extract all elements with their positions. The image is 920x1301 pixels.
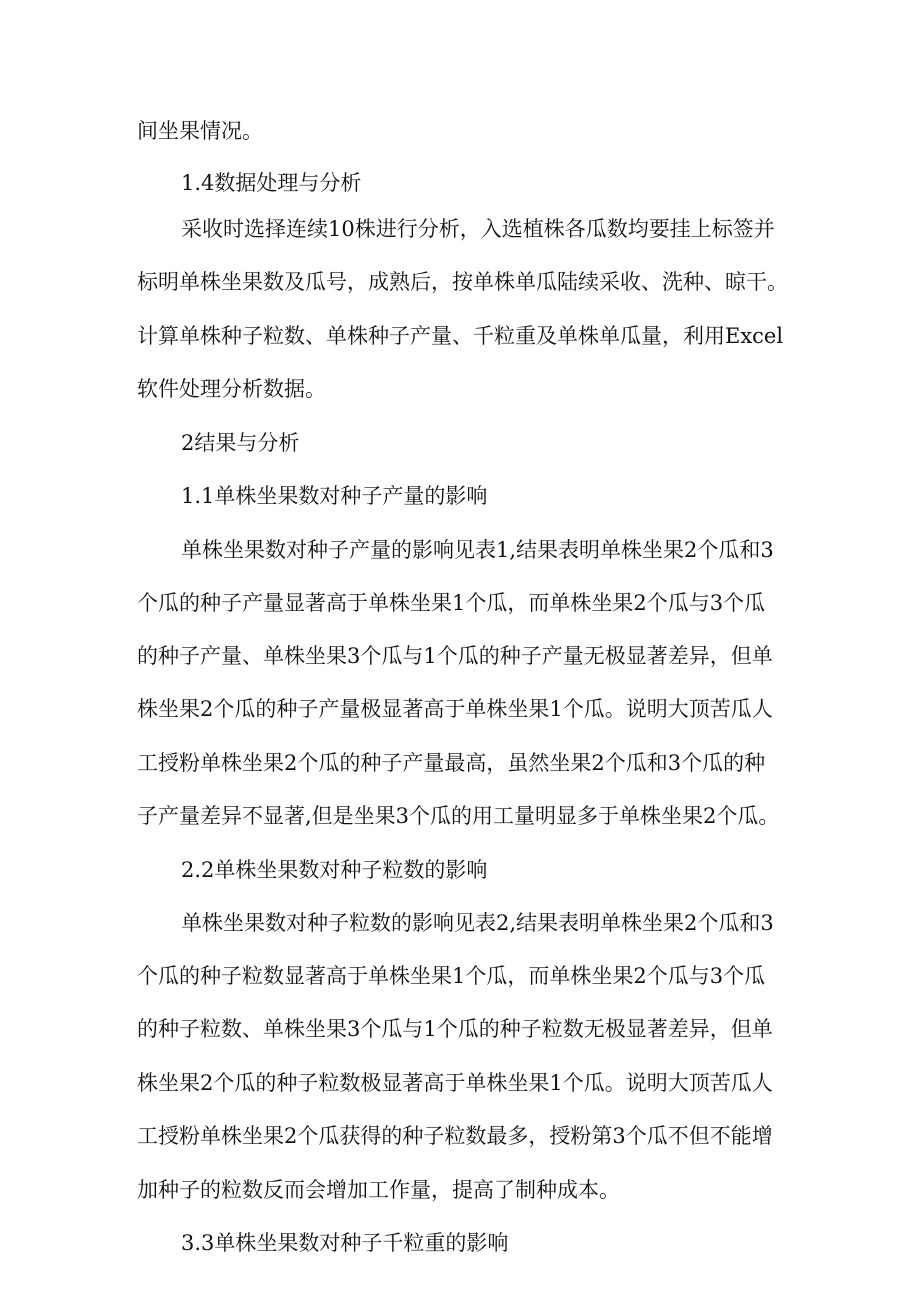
section-heading: 1.1单株坐果数对种子产量的影响	[181, 484, 488, 508]
text-line: 个瓜的种子产量显著高于单株坐果1个瓜，而单株坐果2个瓜与3个瓜	[137, 591, 766, 615]
text-line: 软件处理分析数据。	[137, 377, 326, 401]
text-line: 单株坐果数对种子产量的影响见表1,结果表明单株坐果2个瓜和3	[181, 538, 774, 562]
text-line: 子产量差异不显著,但是坐果3个瓜的用工量明显多于单株坐果2个瓜。	[137, 804, 780, 828]
section-heading: 1.4数据处理与分析	[181, 171, 362, 195]
text-line: 的种子粒数、单株坐果3个瓜与1个瓜的种子粒数无极显著差异，但单	[137, 1017, 773, 1041]
text-line: 株坐果2个瓜的种子产量极显著高于单株坐果1个瓜。说明大顶苦瓜人	[137, 697, 773, 721]
text-line: 标明单株坐果数及瓜号，成熟后，按单株单瓜陆续采收、洗种、晾干。	[137, 270, 788, 294]
section-heading: 2.2单株坐果数对种子粒数的影响	[181, 858, 488, 882]
text-line: 采收时选择连续10株进行分析，入选植株各瓜数均要挂上标签并	[181, 217, 775, 241]
text-line: 个瓜的种子粒数显著高于单株坐果1个瓜，而单株坐果2个瓜与3个瓜	[137, 964, 766, 988]
text-line: 加种子的粒数反而会增加工作量，提高了制种成本。	[137, 1178, 620, 1202]
text-line: 间坐果情况。	[137, 119, 263, 143]
text-line: 单株坐果数对种子粒数的影响见表2,结果表明单株坐果2个瓜和3	[181, 911, 774, 935]
text-line: 工授粉单株坐果2个瓜的种子产量最高，虽然坐果2个瓜和3个瓜的种	[137, 751, 766, 775]
text-line: 工授粉单株坐果2个瓜获得的种子粒数最多，授粉第3个瓜不但不能增	[137, 1124, 773, 1148]
text-line: 株坐果2个瓜的种子粒数极显著高于单株坐果1个瓜。说明大顶苦瓜人	[137, 1071, 773, 1095]
section-heading: 2结果与分析	[181, 431, 300, 455]
text-line: 的种子产量、单株坐果3个瓜与1个瓜的种子产量无极显著差异，但单	[137, 644, 773, 668]
text-line: 计算单株种子粒数、单株种子产量、千粒重及单株单瓜量，利用Excel	[137, 324, 784, 348]
section-heading: 3.3单株坐果数对种子千粒重的影响	[181, 1231, 509, 1255]
